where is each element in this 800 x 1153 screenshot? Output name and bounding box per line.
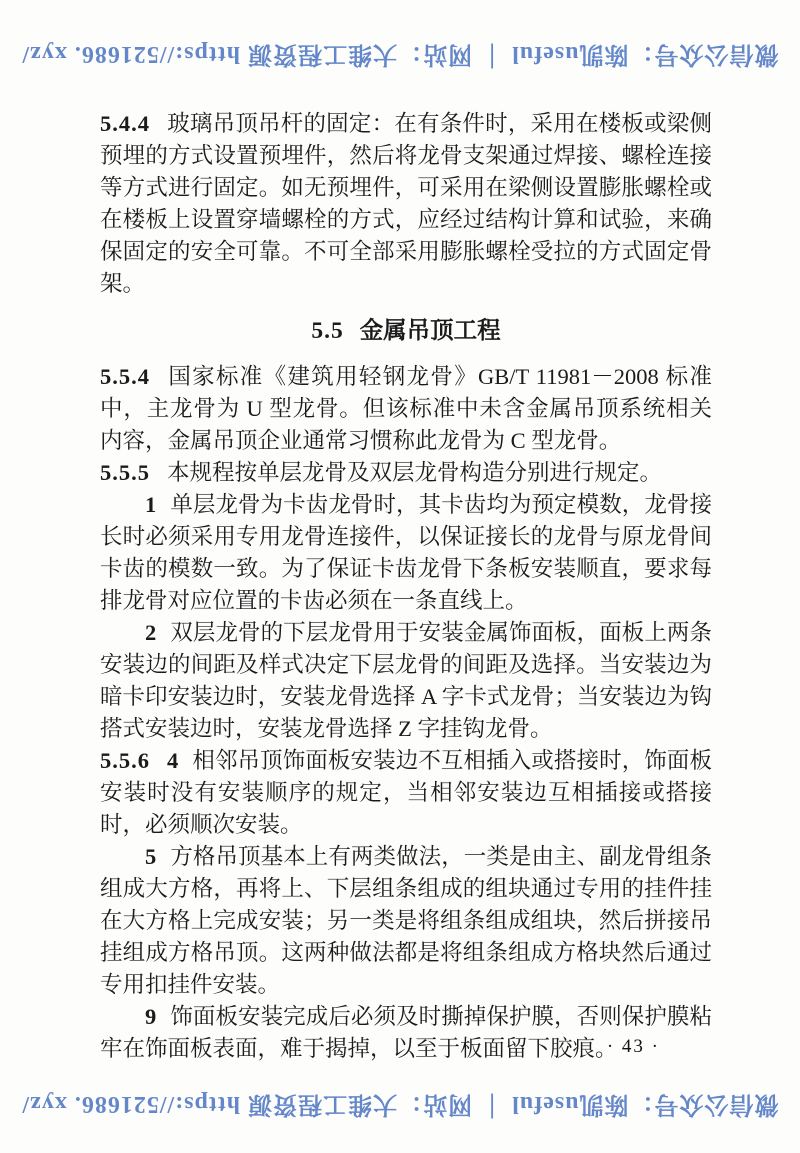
- clause-5-4-4-number: 5.4.4: [100, 111, 150, 136]
- clause-5-4-4: [100, 108, 712, 300]
- item-9-number: 9: [145, 1004, 157, 1029]
- clause-5-5-6: [100, 745, 712, 841]
- item-1-number: 1: [145, 492, 157, 517]
- clause-5-5-4-number: 5.5.4: [100, 364, 150, 389]
- clause-5-5-6-number: 5.5.6: [100, 748, 150, 773]
- clause-5-5-4: [100, 361, 712, 457]
- clause-5-5-5-item-2: [100, 617, 712, 745]
- clause-5-5-5-text: 本规程按单层龙骨及双层龙骨构造分别进行规定。: [167, 460, 663, 485]
- clause-5-5-4-text: 国家标准《建筑用轻钢龙骨》GB/T 11981－2008 标准中，主龙骨为 U 型龙骨。但该标准中未含金属吊顶系统相关内容，金属吊顶企业通常习惯称此龙骨为 C 型龙骨。: [100, 364, 712, 453]
- document-body: [100, 108, 712, 1065]
- item-4-number: 4: [167, 748, 179, 773]
- clause-5-4-4-text: 玻璃吊顶吊杆的固定：在有条件时，采用在楼板或梁侧预埋的方式设置预埋件，然后将龙骨支架通过焊接、螺栓连接等方式进行固定。如无预埋件，可采用在梁侧设置膨胀螺栓或在楼板上设置穿墙螺栓的方式，应经过结构计算和试验，来确保固定的安全可靠。不可全部采用膨胀螺栓受拉的方式固定骨架。: [100, 111, 712, 296]
- item-5-text: 方格吊顶基本上有两类做法，一类是由主、副龙骨组条组成大方格，再将上、下层组条组成的组块通过专用的挂件挂在大方格上完成安装；另一类是将组条组成组块，然后拼接吊挂组成方格吊顶。这两种做法都是将组条组成方格块然后通过专用扣挂件安装。: [100, 844, 712, 997]
- section-5-5-heading: [100, 315, 712, 347]
- clause-5-5-6-item-5: [100, 841, 712, 1001]
- item-1-text: 单层龙骨为卡齿龙骨时，其卡齿均为预定模数，龙骨接长时必须采用专用龙骨连接件，以保证接长的龙骨与原龙骨间卡齿的模数一致。为了保证卡齿龙骨下条板安装顺直，要求每排龙骨对应位置的卡齿必须在一条直线上。: [100, 492, 712, 613]
- item-4-text: 相邻吊顶饰面板安装边不互相插入或搭接时，饰面板安装时没有安装顺序的规定，当相邻安装边互相插接或搭接时，必须顺次安装。: [100, 748, 712, 837]
- watermark-bottom: 微信公众号：陈凯useful ｜ 网站：大维工程资源 https://521686. xyz/: [21, 1091, 779, 1117]
- clause-5-5-5-item-1: [100, 489, 712, 617]
- clause-5-5-5: [100, 457, 712, 489]
- clause-5-5-5-number: 5.5.5: [100, 460, 150, 485]
- item-2-number: 2: [145, 620, 157, 645]
- item-9-text: 饰面板安装完成后必须及时撕掉保护膜，否则保护膜粘牢在饰面板表面，难于揭掉，以至于板面留下胶痕。: [100, 1004, 712, 1061]
- page-number: · 43 ·: [606, 1036, 660, 1057]
- watermark-top: 微信公众号：陈凯useful ｜ 网站：大维工程资源 https://521686. xyz/: [21, 41, 779, 67]
- section-5-5-title: 金属吊顶工程: [359, 318, 501, 344]
- section-5-5-number: 5.5: [311, 318, 344, 344]
- item-5-number: 5: [145, 844, 157, 869]
- item-2-text: 双层龙骨的下层龙骨用于安装金属饰面板，面板上两条安装边的间距及样式决定下层龙骨的间距及选择。当安装边为暗卡印安装边时，安装龙骨选择 A 字卡式龙骨；当安装边为钩搭式安装边时，安装龙骨选择 Z 字挂钩龙骨。: [100, 620, 712, 741]
